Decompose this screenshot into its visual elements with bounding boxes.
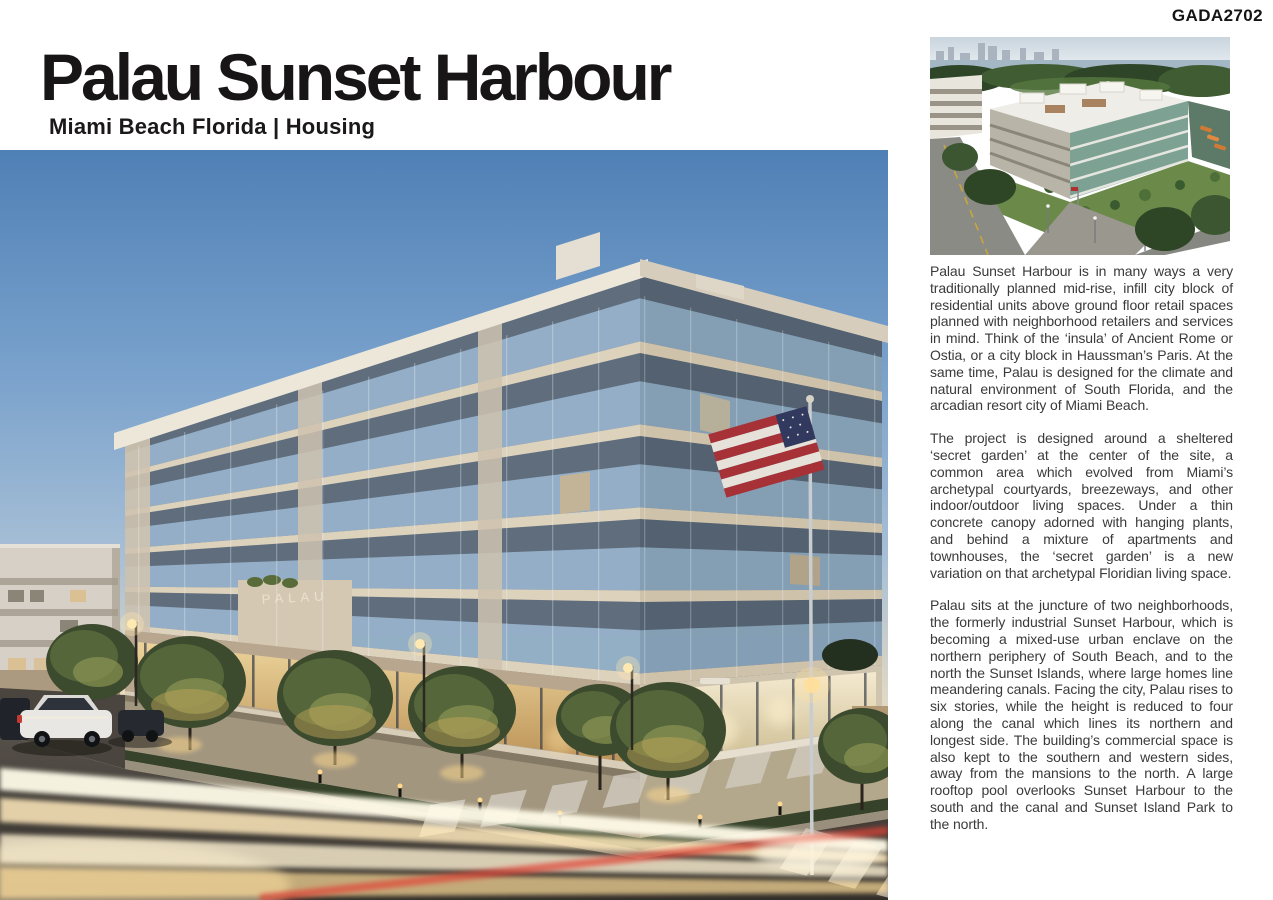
page-title: Palau Sunset Harbour [40, 40, 670, 114]
main-photo-illustration [0, 150, 888, 900]
description-paragraph-2: The project is designed around a sheltered ‘secret garden’ at the center of the site, a common area which evolved from Miami’s archetypal courtyards, breezeways, and other indoor/outdoor living spaces. Under a thin concrete canopy adorned with hanging plants, and behind a mixture of apartments and townhouses, the ‘secret garden’ is a new variation on that archetypal Floridian living space. [930, 430, 1233, 581]
storefront-logo-sign [700, 678, 730, 684]
canal [1188, 101, 1230, 169]
description-paragraph-1: Palau Sunset Harbour is in many ways a very traditionally planned mid-rise, infill city block of residential units above ground floor retail spaces planned with neighborhood retailers and services in mind. Think of the ‘insula’ of Ancient Rome or Ostia, or a city block in Haussman’s Paris. At the same time, Palau is designed for the climate and natural environment of South Florida, and the arcadian resort city of Miami Beach. [930, 263, 1233, 414]
sidebar [930, 37, 1233, 849]
palm-tree [822, 639, 878, 671]
main-photo [0, 150, 888, 900]
page-code: GADA2702 [1171, 6, 1263, 25]
description-paragraph-3: Palau sits at the juncture of two neighborhoods, the formerly industrial Sunset Harbour, which is becoming a mixed-use urban enclave on the northern periphery of South Beach, and to the north the Sunset Islands, where large homes line meandering canals. Facing the city, Palau rises to six stories, while the height is reduced to four along the canal which lines its northern and longest side. The building’s commercial space is also kept to the southern and western sides, away from the mansions to the north. A large rooftop pool overlooks Sunset Harbour to the south and the canal and Sunset Island Park to the north. [930, 597, 1233, 832]
left-white-building [930, 75, 982, 139]
header [40, 40, 900, 140]
page-subtitle: Miami Beach Florida | Housing [49, 114, 376, 140]
project-description [930, 263, 1233, 833]
aerial-photo [930, 37, 1230, 255]
aerial-photo-illustration [930, 37, 1230, 255]
